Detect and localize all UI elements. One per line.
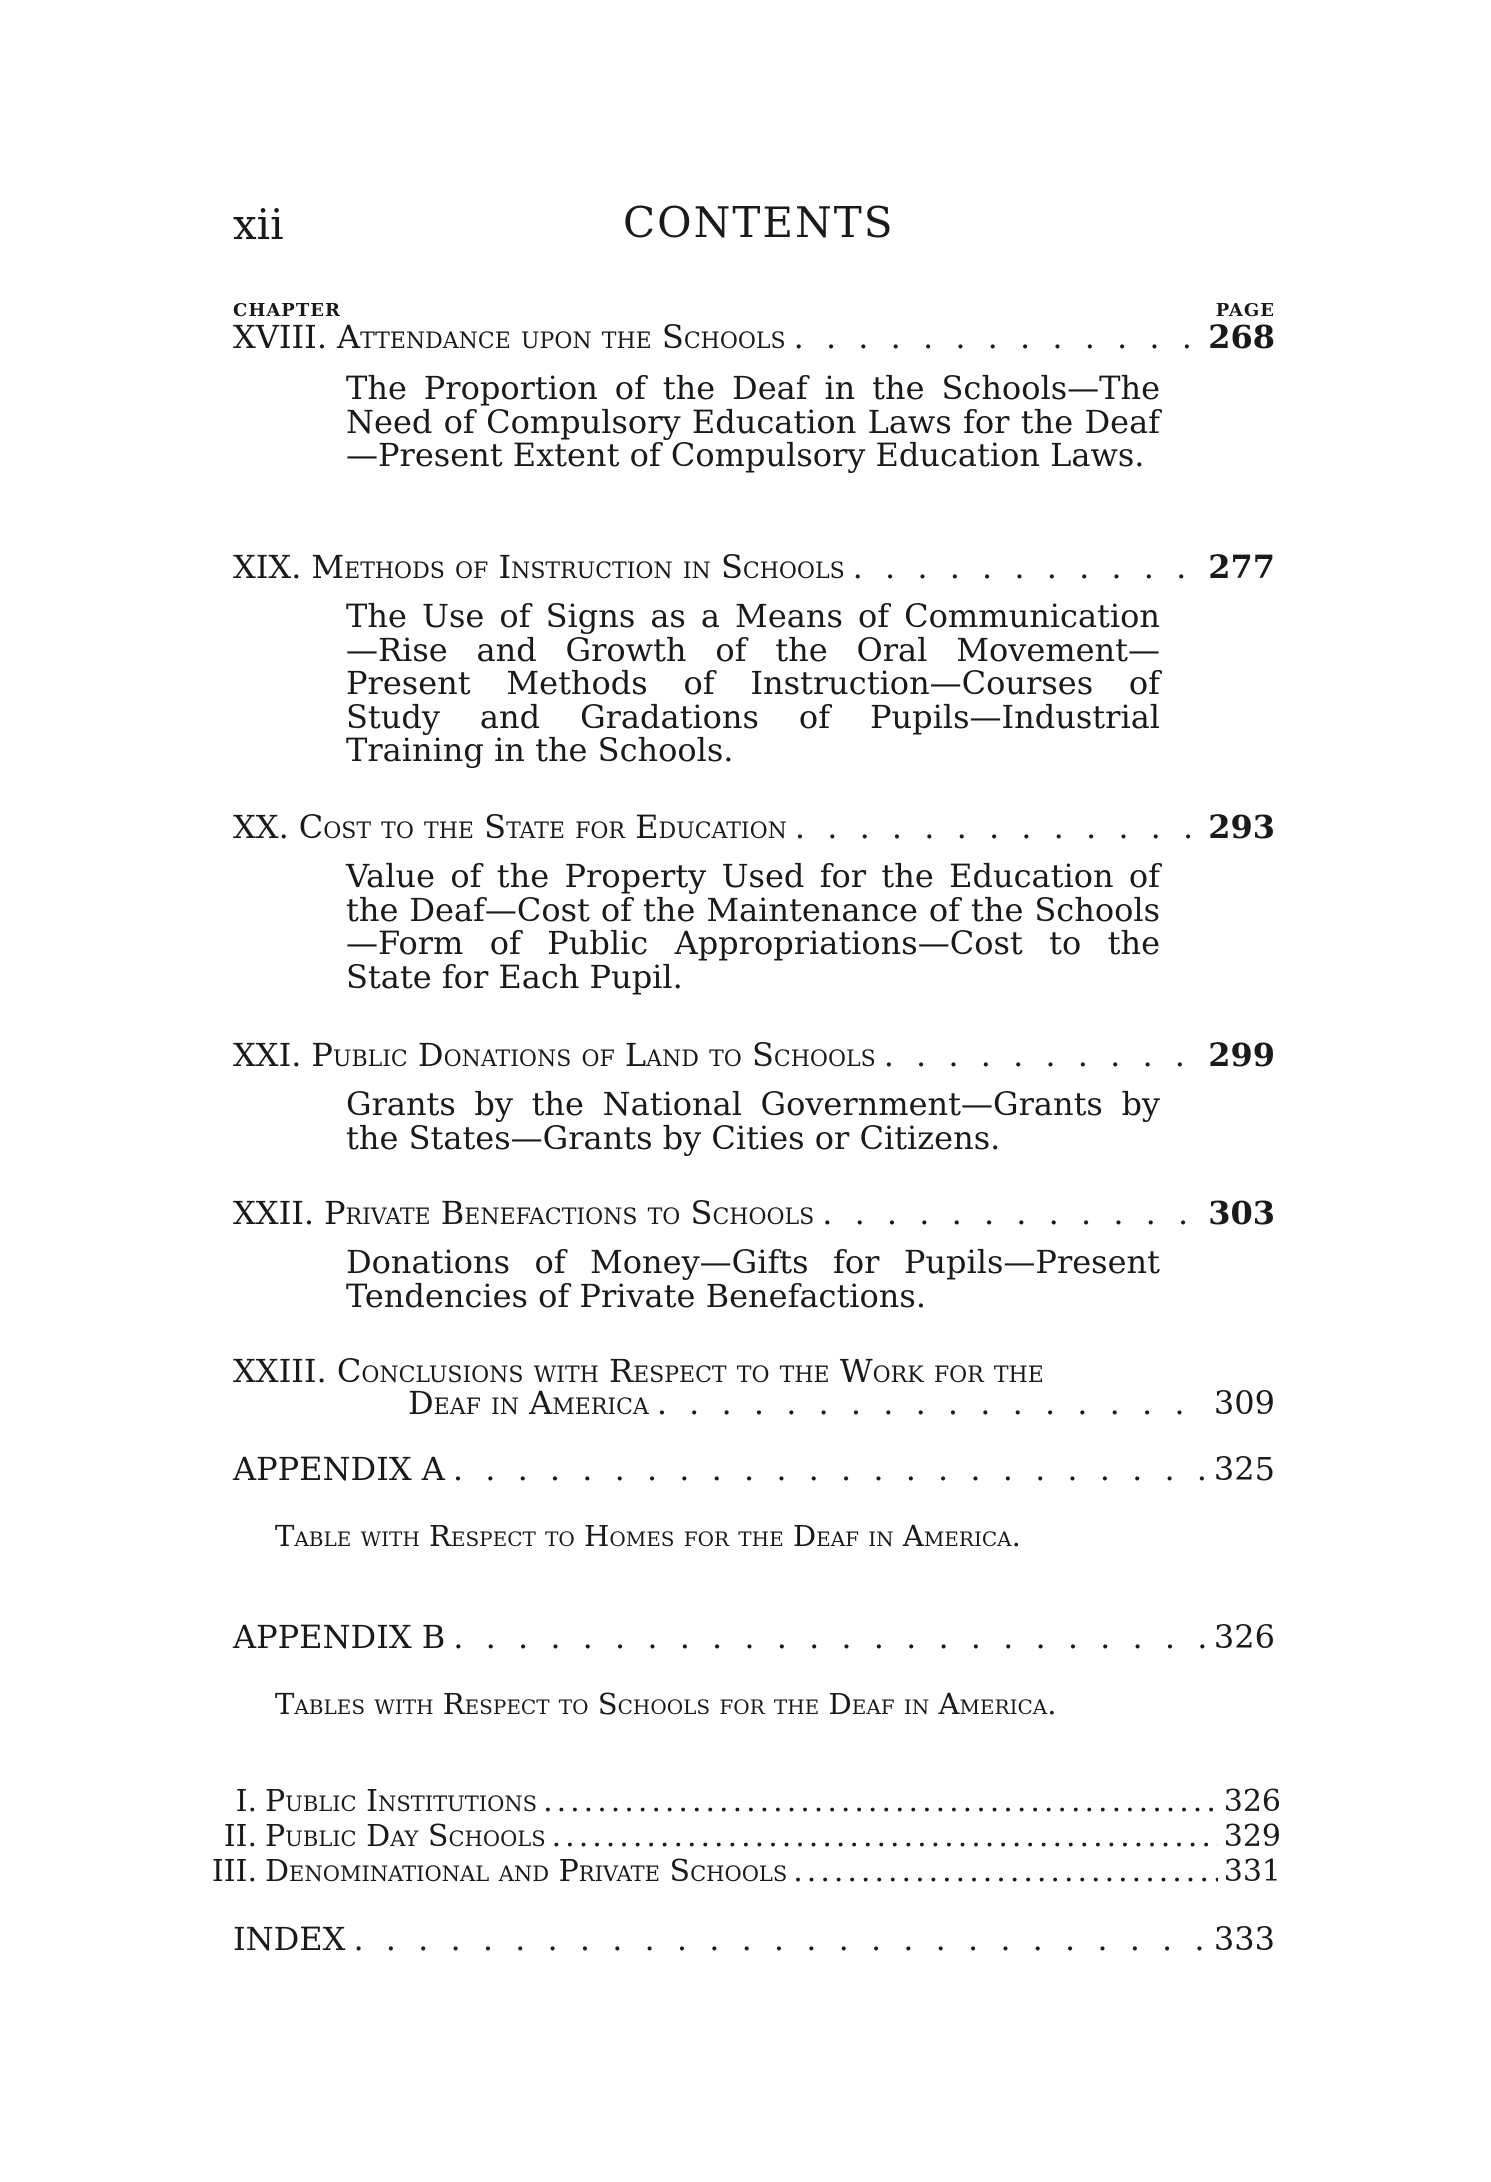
- table-title: Public Institutions: [265, 1784, 538, 1819]
- dot-leader: [884, 1036, 1201, 1074]
- chapter-title: Private Benefactions to Schools: [324, 1194, 815, 1232]
- toc-entry-xxii: [233, 1194, 1275, 1232]
- chapter-numeral: XIX.: [233, 548, 302, 586]
- page-number: 303: [1208, 1194, 1275, 1232]
- dot-leader: [353, 1920, 1205, 1958]
- dot-leader: [853, 548, 1201, 586]
- table-title: Denominational and Private Schools: [265, 1854, 788, 1889]
- dot-leader: [793, 1854, 1217, 1889]
- dot-leader: [794, 318, 1201, 356]
- table-numeral: II.: [223, 1819, 257, 1854]
- page-number: 333: [1213, 1920, 1275, 1958]
- page-number: 309: [1213, 1384, 1275, 1422]
- index-label: INDEX: [233, 1920, 346, 1958]
- chapter-summary-xxii: Donations of Money—Gifts for Pupils—Present Tendencies of Private Benefactions.: [346, 1243, 1160, 1315]
- page-number: 329: [1223, 1819, 1281, 1854]
- chapter-numeral: XVIII.: [233, 318, 327, 356]
- chapter-title: Attendance upon the Schools: [336, 318, 786, 356]
- chapter-summary-xix: The Use of Signs as a Means of Communication —Rise and Growth of the Oral Movement— Present Methods of Instruction—Courses of Study and Gradations of Pupils—Industrial Training in the Schools.: [346, 597, 1160, 769]
- chapter-title: Methods of Instruction in Schools: [311, 548, 845, 586]
- appendix-subentry: [175, 1784, 1281, 1819]
- toc-entry-xx: [233, 808, 1275, 846]
- table-title: Public Day Schools: [265, 1819, 546, 1854]
- page-number: 331: [1223, 1854, 1281, 1889]
- chapter-numeral: XXI.: [233, 1036, 302, 1074]
- appendix-b-table-list: [175, 1784, 1281, 1889]
- page-number: 299: [1208, 1036, 1275, 1074]
- page-folio: xii: [233, 200, 284, 249]
- running-head: CONTENTS: [623, 198, 895, 247]
- chapter-summary-xx: Value of the Property Used for the Education of the Deaf—Cost of the Maintenance of the Schools —Form of Public Appropriations—Cost to the State for Each Pupil.: [346, 857, 1160, 996]
- chapter-title: Public Donations of Land to Schools: [311, 1036, 876, 1074]
- chapter-summary-xviii: The Proportion of the Deaf in the Schools—The Need of Compulsory Education Laws for the Deaf—Present Extent of Compulsory Education Laws.: [346, 369, 1160, 474]
- dot-leader: [822, 1194, 1200, 1232]
- toc-entry-xxi: [233, 1036, 1275, 1074]
- table-numeral: III.: [211, 1854, 257, 1889]
- appendix-a-note: Table with Respect to Homes for the Deaf in America.: [275, 1519, 1021, 1553]
- chapter-title: Conclusions with Respect to the Work for the: [336, 1352, 1044, 1390]
- page-number: 325: [1213, 1450, 1275, 1488]
- chapter-title-continued: Deaf in America: [408, 1384, 649, 1422]
- toc-entry-xviii: [233, 318, 1275, 356]
- toc-entry-xix: [233, 548, 1275, 586]
- page-number: 268: [1208, 318, 1275, 356]
- page-number: 277: [1208, 548, 1275, 586]
- page-number: 326: [1213, 1618, 1275, 1656]
- chapter-summary-xxi: Grants by the National Government—Grants by the States—Grants by Cities or Citizens.: [346, 1085, 1160, 1157]
- table-numeral: I.: [235, 1784, 257, 1819]
- chapter-numeral: XXIII.: [233, 1352, 327, 1390]
- appendix-label: APPENDIX B: [233, 1618, 446, 1656]
- toc-entry-appendix-b: [233, 1618, 1275, 1656]
- chapter-numeral: XX.: [233, 808, 289, 846]
- appendix-b-note: Tables with Respect to Schools for the Deaf in America.: [275, 1687, 1057, 1721]
- chapter-numeral: XXII.: [233, 1194, 315, 1232]
- dot-leader: [453, 1618, 1206, 1656]
- appendix-label: APPENDIX A: [233, 1450, 445, 1488]
- chapter-title: Cost to the State for Education: [298, 808, 787, 846]
- dot-leader: [795, 808, 1200, 846]
- appendix-subentry: [175, 1854, 1281, 1889]
- page-number: 326: [1223, 1784, 1281, 1819]
- chapter-column-head: CHAPTER: [233, 300, 341, 321]
- dot-leader: [543, 1784, 1218, 1819]
- dot-leader: [453, 1450, 1206, 1488]
- appendix-subentry: [175, 1819, 1281, 1854]
- dot-leader: [657, 1384, 1206, 1422]
- page-column-head: PAGE: [1215, 300, 1275, 321]
- toc-entry-xxiii-line2: [408, 1384, 1275, 1422]
- dot-leader: [552, 1819, 1218, 1854]
- toc-entry-index: [233, 1920, 1275, 1958]
- toc-entry-appendix-a: [233, 1450, 1275, 1488]
- page-number: 293: [1208, 808, 1275, 846]
